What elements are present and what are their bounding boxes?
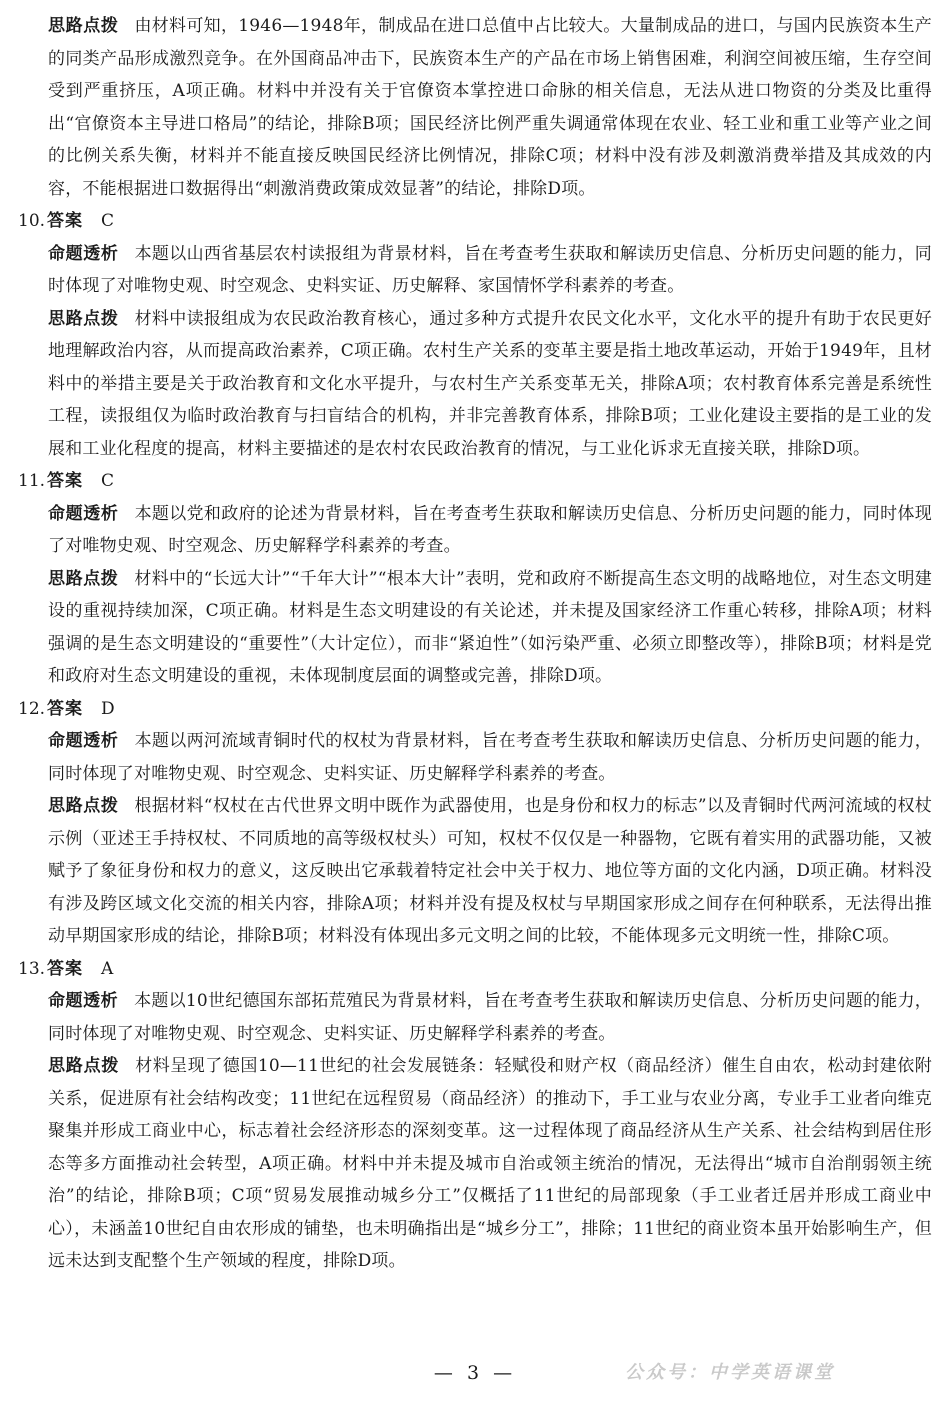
q11-intent (18, 498, 932, 563)
analysis-label: 思路点拨 (48, 16, 119, 36)
intent-text: 本题以两河流域青铜时代的权杖为背景材料，旨在考查考生获取和解读历史信息、分析历史问题的能力，同时体现了对唯物史观、时空观念、史料实证、历史解释学科素养的考查。 (48, 731, 933, 784)
answer-value: C (101, 211, 115, 231)
intent-text: 本题以党和政府的论述为背景材料，旨在考查考生获取和解读历史信息、分析历史问题的能力，同时体现了对唯物史观、时空观念、历史解释学科素养的考查。 (48, 503, 933, 556)
q12-intent (18, 725, 932, 790)
analysis-label: 思路点拨 (48, 568, 119, 589)
q11-answer-line (18, 465, 932, 498)
q10-analysis (18, 303, 932, 466)
q11-analysis (18, 563, 932, 693)
analysis-text: 材料呈现了德国10—11世纪的社会发展链条：轻赋役和财产权（商品经济）催生自由农，松动封建依附关系，促进原有社会结构改变；11世纪在远程贸易（商品经济）的推动下，手工业与农业分离，专业手工业者向维克聚集并形成工商业中心，标志着社会经济形态的深刻变革。这一过程体现了商品经济从生产关系、社会结构到居住形态等多方面推动社会转型，A项正确。材料中并未提及城市自治或领主统治的情况，无法得出“城市自治削弱领主统治”的结论，排除B项；C项“贸易发展推动城乡分工”仅概括了11世纪的局部现象（手工业者迁居并形成工商业中心），未涵盖10世纪自由农形成的铺垫，也未明确指出是“城乡分工”，排除；11世纪的商业资本虽开始影响生产，但远未达到支配整个生产领域的程度，排除D项。 (48, 1056, 932, 1271)
intent-text: 本题以山西省基层农村读报组为背景材料，旨在考查考生获取和解读历史信息、分析历史问题的能力，同时体现了对唯物史观、时空观念、史料实证、历史解释、家国情怀学科素养的考查。 (48, 243, 933, 296)
content-area (18, 10, 932, 1278)
intent-text: 本题以10世纪德国东部拓荒殖民为背景材料，旨在考查考生获取和解读历史信息、分析历史问题的能力，同时体现了对唯物史观、时空观念、史料实证、历史解释学科素养的考查。 (48, 991, 933, 1044)
q13-answer-line (18, 953, 932, 986)
intent-label: 命题透析 (48, 243, 119, 264)
answer-value: A (101, 958, 114, 979)
q12-analysis (18, 790, 932, 953)
question-number: 11. (18, 471, 46, 491)
analysis-text: 材料中读报组成为农民政治教育核心，通过多种方式提升农民文化水平，文化水平的提升有助于农民更好地理解政治内容，从而提高政治素养，C项正确。农村生产关系的变革主要是指土地改革运动，开始于1949年，且材料中的举措主要是关于政治教育和文化水平提升，与农村生产关系变革无关，排除A项；农村教育体系完善是系统性工程，读报组仅为临时政治教育与扫盲结合的机构，并非完善教育体系，排除B项；工业化建设主要指的是工业的发展和工业化程度的提高，材料主要描述的是农村农民政治教育的情况，与工业化诉求无直接关联，排除D项。 (48, 308, 933, 459)
analysis-label: 思路点拨 (48, 796, 119, 816)
intent-label: 命题透析 (48, 731, 119, 751)
intent-label: 命题透析 (48, 503, 119, 524)
page-number: — 3 — (433, 1362, 517, 1384)
analysis-text: 根据材料“权杖在古代世界文明中既作为武器使用，也是身份和权力的标志”以及青铜时代两河流域的权杖示例（亚述王手持权杖、不同质地的高等级权杖头）可知，权杖不仅仅是一种器物，它既有着实用的武器功能，又被赋予了象征身份和权力的意义，这反映出它承载着特定社会中关于权力、地位等方面的文化内涵，D项正确。材料没有涉及跨区域文化交流的相关内容，排除A项；材料并没有提及权杖与早期国家形成之间存在何种联系，无法得出推动早期国家形成的结论，排除B项；材料没有体现出多元文明之间的比较，不能体现多元文明统一性，排除C项。 (48, 796, 933, 946)
question-number: 13. (18, 958, 46, 979)
q10-answer-line (18, 205, 932, 238)
question-number: 10. (18, 211, 46, 231)
answer-label: 答案 (47, 698, 84, 719)
analysis-text: 材料中的“长远大计”“千年大计”“根本大计”表明，党和政府不断提高生态文明的战略地位，对生态文明建设的重视持续加深，C项正确。材料是生态文明建设的有关论述，并未提及国家经济工作重心转移，排除A项；材料强调的是生态文明建设的“重要性”（大计定位），而非“紧迫性”（如污染严重、必须立即整改等），排除B项；材料是党和政府对生态文明建设的重视，未体现制度层面的调整或完善，排除D项。 (48, 568, 932, 686)
q13-intent (18, 985, 932, 1050)
answer-label: 答案 (47, 958, 84, 979)
intent-label: 命题透析 (48, 991, 119, 1011)
answer-label: 答案 (47, 211, 84, 231)
q9-analysis (18, 10, 932, 205)
answer-label: 答案 (47, 471, 84, 491)
q13-analysis (18, 1050, 932, 1278)
answer-value: C (101, 471, 115, 491)
q10-intent (18, 238, 932, 303)
analysis-label: 思路点拨 (48, 1056, 120, 1076)
q12-answer-line (18, 693, 932, 726)
analysis-text: 由材料可知，1946—1948年，制成品在进口总值中占比较大。大量制成品的进口，与国内民族资本生产的同类产品形成激烈竞争。在外国商品冲击下，民族资本生产的产品在市场上销售困难，利润空间被压缩，生存空间受到严重挤压，A项正确。材料中并没有关于官僚资本掌控进口命脉的相关信息，无法从进口物资的分类及比重得出“官僚资本主导进口格局”的结论，排除B项；国民经济比例严重失调通常体现在农业、轻工业和重工业等产业之间的比例关系失衡，材料并不能直接反映国民经济比例情况，排除C项；材料中没有涉及刺激消费举措及其成效的内容，不能根据进口数据得出“刺激消费政策成效显著”的结论，排除D项。 (48, 16, 933, 199)
answer-value: D (101, 698, 115, 719)
question-number: 12. (18, 698, 46, 719)
watermark: 公众号：中学英语课堂 (625, 1362, 835, 1383)
analysis-label: 思路点拨 (48, 308, 119, 329)
